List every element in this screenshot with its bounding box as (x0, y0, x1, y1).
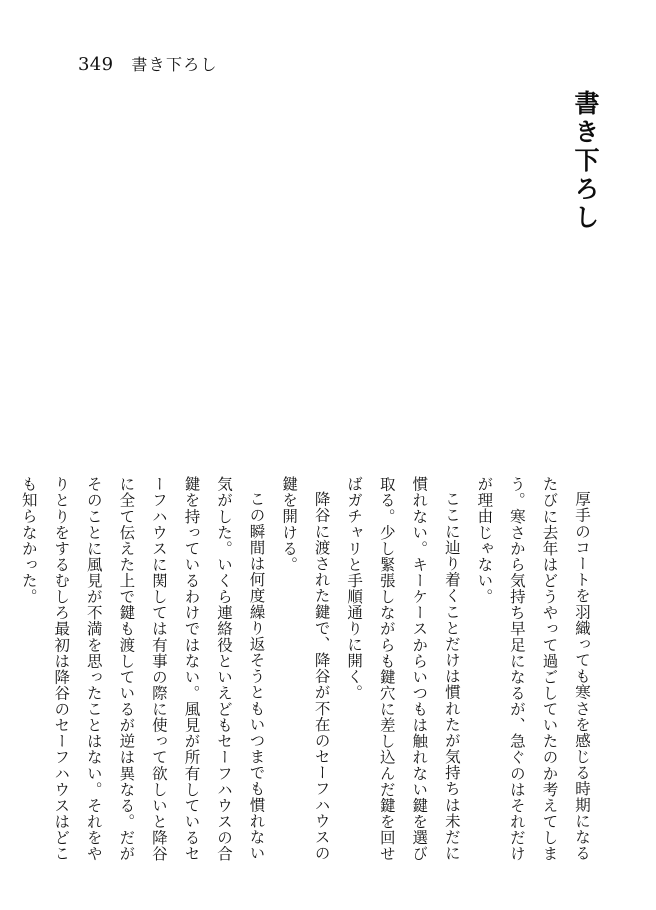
paragraph: 厚手のコートを羽織っても寒さを感じる時期になるたびに去年はどうやって過ごしていたのか考えてしまう。寒さから気持ち早足になるが、急ぐのはそれだけが理由じゃない。 (475, 475, 591, 861)
running-title: 書き下ろし (131, 55, 218, 74)
paragraph: この瞬間は何度繰り返そうともいつまでも慣れない気がした。いくら連絡役といえどもセーフハウスの合鍵を持っているわけではない。風見が所有しているセーフハウスに関しては有事の際に使って欲しいと降谷に全て伝えた上で鍵も渡しているが逆は異なる。だがそのことに風見が不満を思ったことはない。それをやりとりをするむしろ最初は降谷のセーフハウスはどこも知らなかった。 (19, 475, 266, 861)
paragraph: 降谷に渡された鍵で、降谷が不在のセーフハウスの鍵を開ける。 (280, 475, 331, 861)
vertical-text-body (19, 86, 600, 861)
chapter-title: 書き下ろし (571, 90, 600, 233)
page-header (78, 52, 218, 75)
paragraph: ここに辿り着くことだけは慣れたが気持ちは未だに慣れない。キーケースからいつもは触れない鍵を選び取る。少し緊張しながらも鍵穴に差し込んだ鍵を回せばガチャリと手順通りに開く。 (345, 475, 461, 861)
page-number: 349 (78, 54, 114, 75)
body-text-columns (12, 476, 598, 862)
